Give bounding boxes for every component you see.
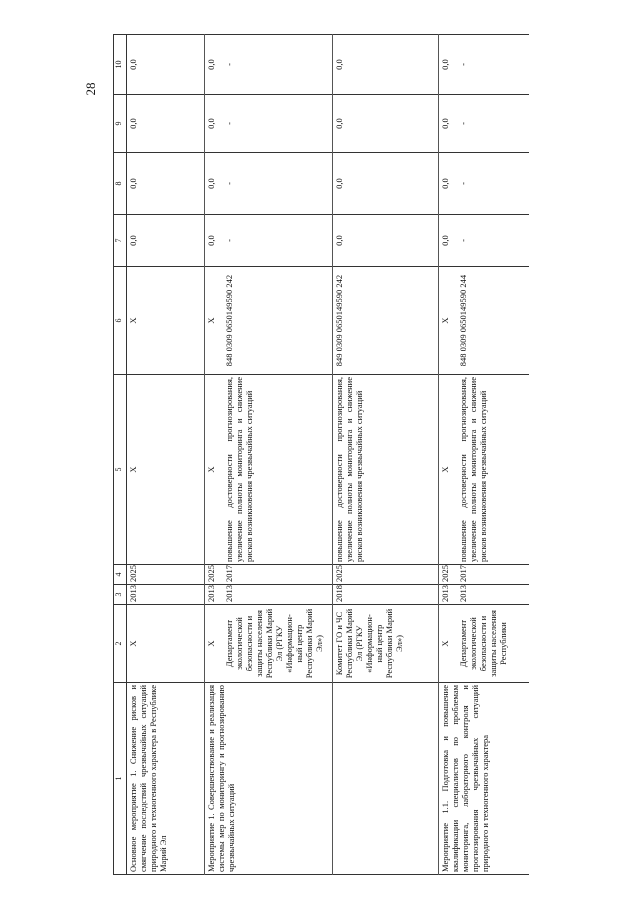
column-number: 7: [114, 215, 127, 267]
column-number: 5: [114, 375, 127, 565]
value-summary: 0,0: [206, 59, 216, 70]
budget-code-summary: X: [206, 317, 216, 324]
end-year-detail: 2017: [458, 565, 468, 582]
program-measures-table: [113, 34, 529, 875]
column-number: 6: [114, 267, 127, 375]
measure-name: Основное мероприятие 1. Снижение рисков и смягчение последствий чрезвычайных ситуаций природного и техногенного характера в Республике Марий Эл: [127, 683, 205, 875]
expected-result-detail: повышение достоверности прогнозирования, увеличение полноты мониторинга и снижение рисков возникновения чрезвычайных ситуаций: [224, 377, 254, 562]
value-detail: -: [458, 63, 468, 66]
budget-code: X: [127, 267, 205, 375]
end-year: [439, 565, 529, 585]
end-year-detail: 2017: [224, 565, 234, 582]
value-col10: [205, 35, 333, 95]
table-rotated-wrapper: [113, 35, 524, 875]
budget-code: [205, 267, 333, 375]
table-rotated: [113, 35, 524, 875]
page-number: 28: [83, 82, 98, 96]
end-year-summary: 2025: [206, 565, 216, 582]
budget-code-detail: 848 0309 0650149590 244: [458, 274, 468, 367]
value-summary: 0,0: [206, 235, 216, 246]
executor-detail: Департамент экологической безопасности и защиты населения Республики: [458, 610, 508, 677]
expected-result: повышение достоверности прогнозирования, увеличение полноты мониторинга и снижение рисков возникновения чрезвычайных ситуаций: [333, 375, 439, 565]
value-detail: -: [224, 239, 234, 242]
value-col7: 0,0: [127, 215, 205, 267]
start-year: [205, 585, 333, 605]
measure-name: Мероприятие 1. Совершенствование и реализация системы мер по мониторингу и прогнозированию чрезвычайных ситуаций: [205, 683, 333, 875]
value-col7: [439, 215, 529, 267]
start-year-detail: 2013: [458, 585, 468, 602]
value-col10: 0,0: [127, 35, 205, 95]
value-summary: 0,0: [440, 178, 450, 189]
value-col8: [439, 153, 529, 215]
value-col9: [205, 95, 333, 153]
executor: [439, 605, 529, 683]
column-number: 3: [114, 585, 127, 605]
start-year-detail: 2013: [224, 585, 234, 602]
value-col9: 0,0: [127, 95, 205, 153]
expected-result-summary: X: [206, 466, 216, 473]
value-col10: 0,0: [333, 35, 439, 95]
budget-code-detail: 848 0309 0650149590 242: [224, 274, 234, 367]
value-detail: -: [224, 122, 234, 125]
start-year: 2013: [127, 585, 205, 605]
value-detail: -: [458, 182, 468, 185]
value-summary: 0,0: [206, 118, 216, 129]
table-row: [127, 35, 205, 875]
executor: [205, 605, 333, 683]
budget-code-summary: X: [440, 317, 450, 324]
value-col9: 0,0: [333, 95, 439, 153]
expected-result: [205, 375, 333, 565]
measure-name: Мероприятие 1.1. Подготовка и повышение квалификации специалистов по проблемам мониторинга, лабораторного контроля и прогнозирования чрезвычайных ситуаций природного и техногенного характера: [439, 683, 529, 875]
value-summary: 0,0: [206, 178, 216, 189]
value-detail: -: [224, 63, 234, 66]
executor: Комитет ГО и ЧС Республики Марий Эл (РГКУ «Информацион-ный центр Республики Марий Эл»): [333, 605, 439, 683]
executor-summary: X: [440, 640, 450, 647]
value-col9: [439, 95, 529, 153]
value-col10: [439, 35, 529, 95]
executor-summary: X: [206, 640, 216, 647]
expected-result: [439, 375, 529, 565]
value-summary: 0,0: [440, 235, 450, 246]
table-row: [439, 35, 529, 875]
expected-result-summary: X: [440, 466, 450, 473]
column-number: 2: [114, 605, 127, 683]
column-number-row: [114, 35, 127, 875]
budget-code: [439, 267, 529, 375]
table-row: [205, 35, 333, 875]
expected-result-detail: повышение достоверности прогнозирования, увеличение полноты мониторинга и снижение рисков возникновения чрезвычайных ситуаций: [458, 377, 488, 562]
measure-name: [333, 683, 439, 875]
column-number: 1: [114, 683, 127, 875]
value-col8: 0,0: [333, 153, 439, 215]
value-col8: [205, 153, 333, 215]
table-row: [333, 35, 439, 875]
value-summary: 0,0: [440, 59, 450, 70]
end-year: 2025: [333, 565, 439, 585]
column-number: 4: [114, 565, 127, 585]
end-year: [205, 565, 333, 585]
start-year: [439, 585, 529, 605]
value-summary: 0,0: [440, 118, 450, 129]
budget-code: 849 0309 0650149590 242: [333, 267, 439, 375]
column-number: 9: [114, 95, 127, 153]
start-year-summary: 2013: [440, 585, 450, 602]
column-number: 8: [114, 153, 127, 215]
column-number: 10: [114, 35, 127, 95]
value-detail: -: [458, 239, 468, 242]
value-col7: 0,0: [333, 215, 439, 267]
executor-detail: Департамент экологической безопасности и защиты населения Республики Марий Эл (РГКУ «Информацион-ный центр Республики Марий Эл»): [224, 608, 324, 679]
value-col7: [205, 215, 333, 267]
value-detail: -: [458, 122, 468, 125]
end-year-summary: 2025: [440, 565, 450, 582]
start-year-summary: 2013: [206, 585, 216, 602]
executor: X: [127, 605, 205, 683]
expected-result: X: [127, 375, 205, 565]
value-col8: 0,0: [127, 153, 205, 215]
start-year: 2018: [333, 585, 439, 605]
value-detail: -: [224, 182, 234, 185]
end-year: 2025: [127, 565, 205, 585]
